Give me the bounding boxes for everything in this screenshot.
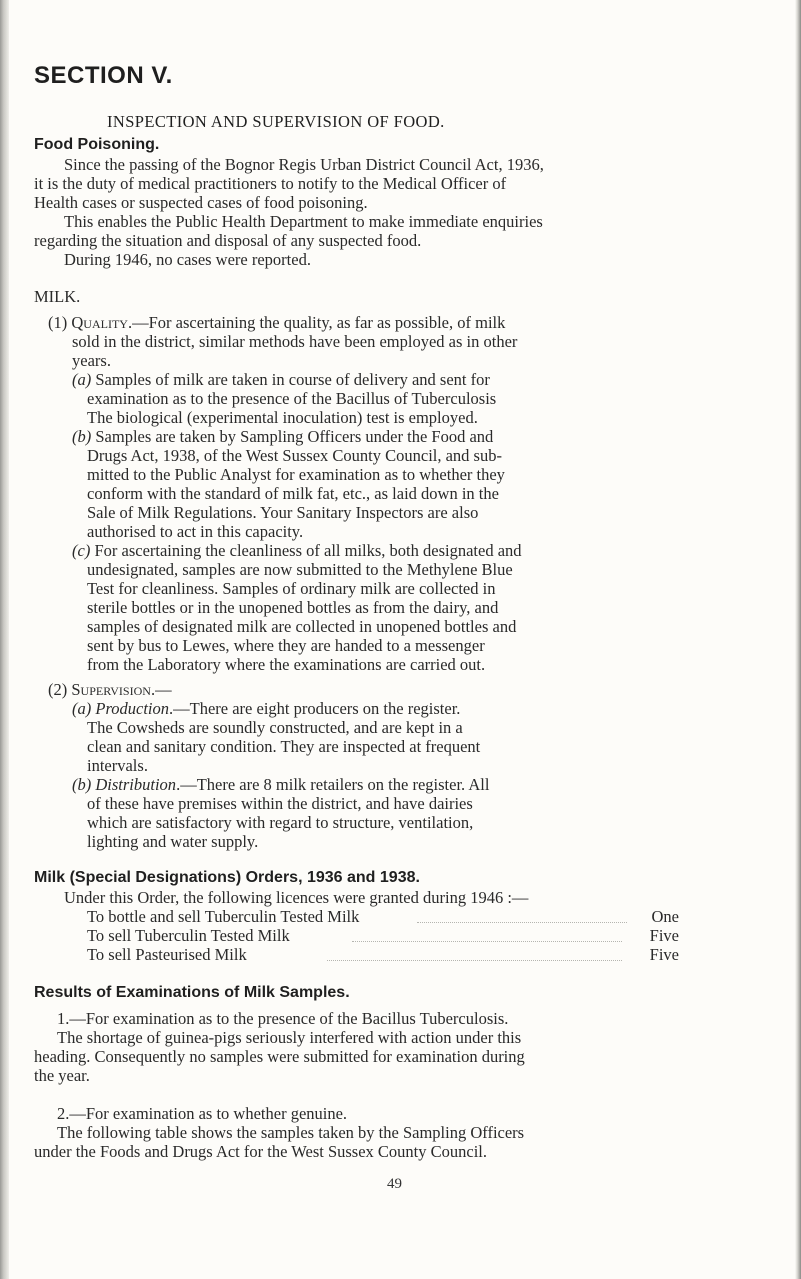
distribution-line: which are satisfactory with regard to structure, ventilation, xyxy=(87,813,474,832)
quality-c-line: Test for cleanliness. Samples of ordinary milk are collected in xyxy=(87,579,496,598)
quality-b-line: Sale of Milk Regulations. Your Sanitary Inspectors are also xyxy=(87,503,479,522)
results-item1-line: The shortage of guinea-pigs seriously interfered with action under this xyxy=(57,1028,522,1047)
production-text: .—There are eight producers on the register. xyxy=(169,699,461,718)
food-poisoning-heading: Food Poisoning. xyxy=(34,136,160,153)
licence-row xyxy=(87,907,679,927)
licence-label: To sell Tuberculin Tested Milk xyxy=(87,926,290,945)
quality-b-text: Samples are taken by Sampling Officers under the Food and xyxy=(95,427,494,446)
licence-label: To sell Pasteurised Milk xyxy=(87,945,247,964)
results-item1-line: the year. xyxy=(34,1066,90,1085)
licence-count: Five xyxy=(649,945,679,964)
food-poisoning-line: During 1946, no cases were reported. xyxy=(64,250,311,269)
production-line: The Cowsheds are soundly constructed, and are kept in a xyxy=(87,718,463,737)
licence-count: One xyxy=(651,907,679,926)
distribution-text: .—There are 8 milk retailers on the register. All xyxy=(176,775,490,794)
item-letter: (a) xyxy=(72,370,92,389)
quality-line: years. xyxy=(72,351,111,370)
quality-a-start xyxy=(72,370,490,390)
licence-count: Five xyxy=(649,926,679,945)
item-letter: (c) xyxy=(72,541,91,560)
quality-c-line: samples of designated milk are collected in unopened bottles and xyxy=(87,617,517,636)
results-item2-line: 2.—For examination as to whether genuine. xyxy=(57,1104,348,1123)
licence-row xyxy=(87,945,679,965)
distribution-line: of these have premises within the district, and have dairies xyxy=(87,794,473,813)
food-poisoning-line: Since the passing of the Bognor Regis Urban District Council Act, 1936, xyxy=(64,155,544,174)
quality-text: .—For ascertaining the quality, as far as possible, of milk xyxy=(127,313,506,332)
production-line: intervals. xyxy=(87,756,148,775)
supervision-dash: .— xyxy=(150,680,172,699)
quality-c-start xyxy=(72,541,522,561)
leader-dots xyxy=(417,921,627,923)
results-item2-line: The following table shows the samples taken by the Sampling Officers xyxy=(57,1123,525,1142)
supervision-label: Supervision xyxy=(71,680,151,699)
quality-a-line: The biological (experimental inoculation) test is employed. xyxy=(87,408,478,427)
food-poisoning-line: This enables the Public Health Department to make immediate enquiries xyxy=(64,212,543,231)
production-title: Production xyxy=(95,699,170,718)
orders-intro: Under this Order, the following licences were granted during 1946 :— xyxy=(64,888,529,907)
item-number: (1) xyxy=(48,313,68,332)
document-title: INSPECTION AND SUPERVISION OF FOOD. xyxy=(107,112,445,131)
item-letter: (a) xyxy=(72,699,92,718)
quality-line: sold in the district, similar methods have been employed as in other xyxy=(72,332,518,351)
section-heading: SECTION V. xyxy=(34,62,173,89)
supervision-heading xyxy=(48,680,172,700)
quality-a-text: Samples of milk are taken in course of delivery and sent for xyxy=(95,370,490,389)
leader-dots xyxy=(352,940,622,942)
quality-label: Quality xyxy=(71,313,128,332)
distribution-title: Distribution xyxy=(95,775,177,794)
distribution-line: lighting and water supply. xyxy=(87,832,259,851)
quality-b-start xyxy=(72,427,493,447)
quality-paragraph-start xyxy=(48,313,505,333)
distribution-start xyxy=(72,775,489,795)
quality-c-line: undesignated, samples are now submitted to the Methylene Blue xyxy=(87,560,513,579)
quality-b-line: mitted to the Public Analyst for examination as to whether they xyxy=(87,465,505,484)
results-item2-line: under the Foods and Drugs Act for the West Sussex County Council. xyxy=(34,1142,488,1161)
quality-b-line: authorised to act in this capacity. xyxy=(87,522,304,541)
food-poisoning-line: Health cases or suspected cases of food poisoning. xyxy=(34,193,368,212)
quality-c-text: For ascertaining the cleanliness of all milks, both designated and xyxy=(94,541,522,560)
item-number: (2) xyxy=(48,680,68,699)
orders-heading: Milk (Special Designations) Orders, 1936 and 1938. xyxy=(34,869,420,886)
quality-b-line: conform with the standard of milk fat, etc., as laid down in the xyxy=(87,484,499,503)
item-letter: (b) xyxy=(72,775,92,794)
item-letter: (b) xyxy=(72,427,92,446)
quality-a-line: examination as to the presence of the Bacillus of Tuberculosis xyxy=(87,389,497,408)
production-line: clean and sanitary condition. They are inspected at frequent xyxy=(87,737,481,756)
quality-c-line: sent by bus to Lewes, where they are handed to a messenger xyxy=(87,636,485,655)
leader-dots xyxy=(327,959,622,961)
quality-c-line: sterile bottles or in the unopened bottles as from the dairy, and xyxy=(87,598,499,617)
milk-heading: MILK. xyxy=(34,287,81,306)
quality-b-line: Drugs Act, 1938, of the West Sussex County Council, and sub- xyxy=(87,446,502,465)
results-item1-line: 1.—For examination as to the presence of the Bacillus Tuberculosis. xyxy=(57,1009,509,1028)
results-heading: Results of Examinations of Milk Samples. xyxy=(34,984,350,1001)
licence-row xyxy=(87,926,679,946)
food-poisoning-line: it is the duty of medical practitioners to notify to the Medical Officer of xyxy=(34,174,507,193)
licence-label: To bottle and sell Tuberculin Tested Milk xyxy=(87,907,360,926)
production-start xyxy=(72,699,460,719)
page-number: 49 xyxy=(387,1176,402,1192)
results-item1-line: heading. Consequently no samples were submitted for examination during xyxy=(34,1047,525,1066)
food-poisoning-line: regarding the situation and disposal of any suspected food. xyxy=(34,231,422,250)
quality-c-line: from the Laboratory where the examinations are carried out. xyxy=(87,655,486,674)
